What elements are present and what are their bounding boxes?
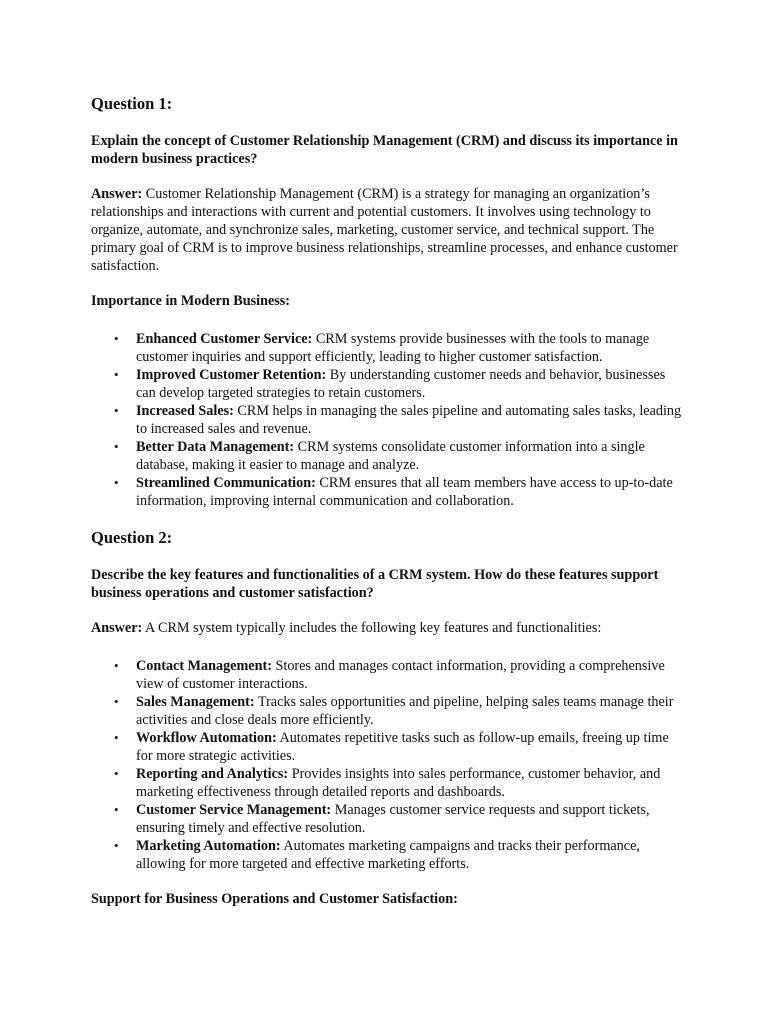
list-item (91, 729, 687, 765)
list-item-text: Tracks sales opportunities and pipeline, helping sales teams manage their activities and close deals more efficiently. (136, 694, 674, 728)
question-1-prompt: Explain the concept of Customer Relationship Management (CRM) and discuss its importance in modern business practices? (91, 133, 678, 167)
list-item-heading: Marketing Automation: (136, 838, 281, 854)
list-item-text: Manages customer service requests and support tickets, ensuring timely and effective resolution. (136, 802, 650, 836)
list-item (91, 438, 687, 474)
question-2-answer (91, 619, 687, 637)
list-item-text: Provides insights into sales performance, customer behavior, and marketing effectiveness through detailed reports and dashboards. (136, 766, 661, 800)
bullet-icon: • (114, 403, 119, 418)
question-1-title: Question 1: (91, 94, 173, 113)
bullet-icon: • (114, 838, 119, 853)
list-item-heading: Enhanced Customer Service: (136, 331, 313, 347)
answer-text: Customer Relationship Management (CRM) is a strategy for managing an organization’s relationships and interactions with current and potential customers. It involves using technology to organize, automate, and synchronize sales, marketing, customer service, and technical support. The primary goal of CRM is to improve business relationships, streamline processes, and enhance customer satisfaction. (91, 186, 678, 274)
list-item (91, 474, 687, 510)
bullet-icon: • (114, 658, 119, 673)
question-2-prompt: Describe the key features and functionalities of a CRM system. How do these features support business operations and customer satisfaction? (91, 567, 659, 601)
list-item-heading: Workflow Automation: (136, 730, 277, 746)
list-item-text: Stores and manages contact information, providing a comprehensive view of customer interactions. (136, 658, 665, 692)
support-subheading: Support for Business Operations and Customer Satisfaction: (91, 891, 458, 907)
list-item-heading: Better Data Management: (136, 439, 295, 455)
answer-label: Answer: (91, 620, 143, 636)
list-item (91, 330, 687, 366)
bullet-icon: • (114, 475, 119, 490)
bullet-icon: • (114, 694, 119, 709)
list-item-heading: Reporting and Analytics: (136, 766, 289, 782)
list-item-heading: Improved Customer Retention: (136, 367, 327, 383)
list-item-heading: Customer Service Management: (136, 802, 332, 818)
bullet-icon: • (114, 331, 119, 346)
list-item-heading: Sales Management: (136, 694, 255, 710)
question-2-title: Question 2: (91, 528, 173, 547)
list-item (91, 366, 687, 402)
document-page (91, 94, 687, 908)
bullet-icon: • (114, 367, 119, 382)
list-item-text: By understanding customer needs and behavior, businesses can develop targeted strategies to retain customers. (136, 367, 666, 401)
list-item-text: CRM helps in managing the sales pipeline and automating sales tasks, leading to increased sales and revenue. (136, 403, 682, 437)
list-item-text: Automates marketing campaigns and tracks their performance, allowing for more targeted and effective marketing efforts. (136, 838, 640, 872)
bullet-icon: • (114, 766, 119, 781)
list-item-text: Automates repetitive tasks such as follow-up emails, freeing up time for more strategic activities. (136, 730, 669, 764)
list-item (91, 765, 687, 801)
list-item (91, 402, 687, 438)
answer-label: Answer: (91, 186, 143, 202)
list-item (91, 837, 687, 873)
list-item (91, 693, 687, 729)
list-item-heading: Increased Sales: (136, 403, 234, 419)
importance-list (91, 330, 687, 510)
importance-subheading: Importance in Modern Business: (91, 293, 291, 309)
bullet-icon: • (114, 802, 119, 817)
list-item-text: CRM systems provide businesses with the tools to manage customer inquiries and support efficiently, leading to higher customer satisfaction. (136, 331, 650, 365)
list-item-heading: Streamlined Communication: (136, 475, 316, 491)
question-1-answer (91, 185, 687, 275)
list-item-text: CRM ensures that all team members have access to up-to-date information, improving internal communication and collaboration. (136, 475, 673, 509)
list-item-heading: Contact Management: (136, 658, 272, 674)
list-item (91, 801, 687, 837)
bullet-icon: • (114, 439, 119, 454)
answer-text: A CRM system typically includes the following key features and functionalities: (142, 620, 602, 636)
bullet-icon: • (114, 730, 119, 745)
list-item (91, 657, 687, 693)
list-item-text: CRM systems consolidate customer information into a single database, making it easier to manage and analyze. (136, 439, 645, 473)
features-list (91, 657, 687, 873)
